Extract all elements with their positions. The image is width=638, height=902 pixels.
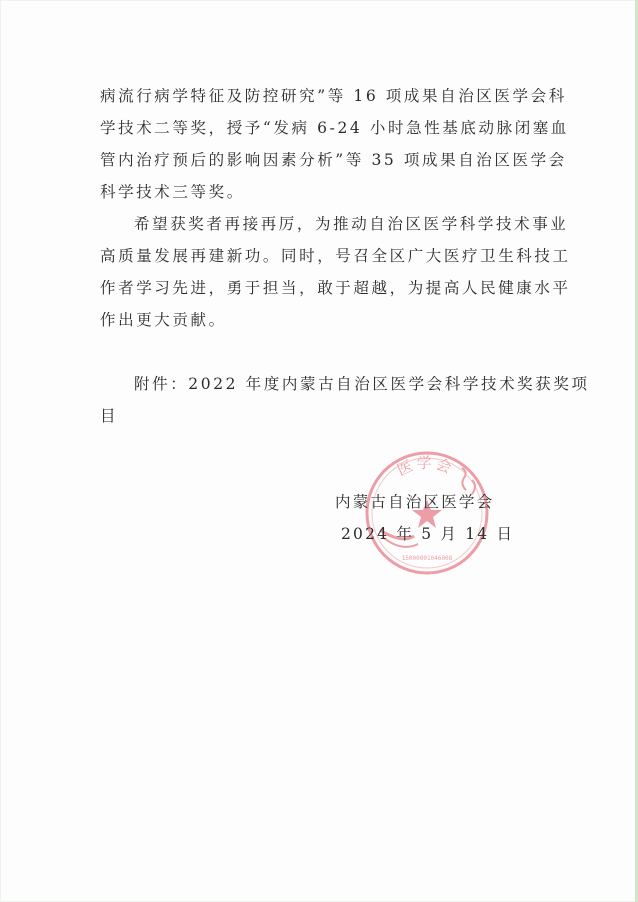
official-seal-icon	[362, 448, 492, 578]
body-line-4: 科学技术三等奖。	[100, 183, 245, 201]
seal-text: 医学会	[394, 453, 457, 480]
body-line-1: 病流行病学特征及防控研究”等 16 项成果自治区医学会科	[100, 87, 567, 105]
signature-date: 2024 年 5 月 14 日	[341, 525, 515, 543]
body-line-8: 作出更大贡献。	[100, 311, 227, 329]
attachment-line-2: 目	[100, 407, 119, 425]
body-line-3: 管内治疗预后的影响因素分析”等 35 项成果自治区医学会	[100, 151, 567, 169]
seal-number: 15000001046008	[401, 555, 453, 562]
body-line-2: 学技术二等奖，授予“发病 6-24 小时急性基底动脉闭塞血	[100, 119, 570, 137]
body-line-5: 希望获奖者再接再厉，为推动自治区医学科学技术事业	[134, 215, 569, 233]
signature-org: 内蒙古自治区医学会	[335, 493, 495, 511]
attachment-line-1: 附件：2022 年度内蒙古自治区医学会科学技术奖获奖项	[134, 375, 590, 393]
body-line-7: 作者学习先进，勇于担当，敢于超越，为提高人民健康水平	[100, 279, 571, 297]
body-line-6: 高质量发展再建新功。同时，号召全区广大医疗卫生科技工	[100, 247, 571, 265]
